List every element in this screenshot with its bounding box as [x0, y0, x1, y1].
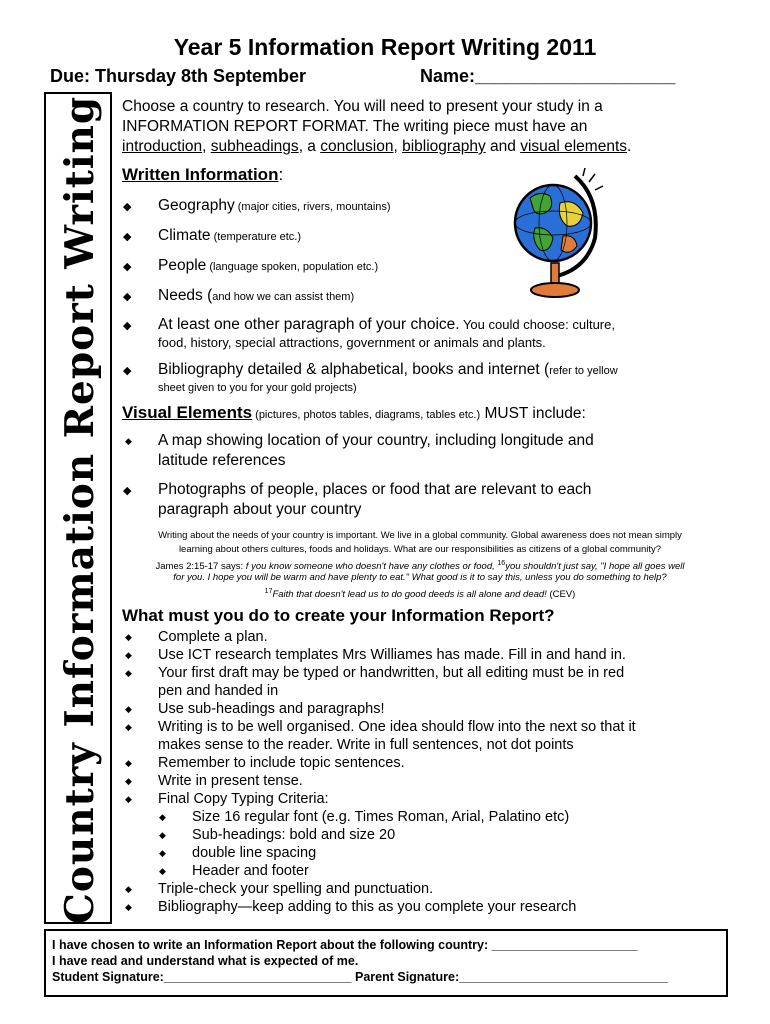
term-conclusion: conclusion — [320, 138, 394, 155]
diamond-bullet-icon: ◆ — [123, 320, 132, 332]
diamond-bullet-icon: ◆ — [125, 436, 132, 446]
intro-line-1: Choose a country to research. You will need to present your study in a — [122, 98, 603, 115]
create-item: Triple-check your spelling and punctuation. — [158, 881, 434, 897]
create-item: Use ICT research templates Mrs Williames has made. Fill in and hand in. — [158, 647, 626, 663]
visual-item: Photographs of people, places or food that are relevant to each — [158, 481, 592, 498]
criteria-item: double line spacing — [192, 845, 317, 861]
written-item-cont: food, history, special attractions, government or animals and plants. — [158, 335, 546, 350]
visual-item-cont: paragraph about your country — [158, 501, 362, 518]
sep: and — [485, 138, 521, 155]
sep: . — [627, 138, 632, 155]
note-line: James 2:15-17 says: f you know someone who doesn't have any clothes or food, $^{16}$you shouldn't just say, "I hope all goes well — [155, 560, 685, 573]
diamond-bullet-icon: ◆ — [123, 365, 132, 377]
term-bibliography: bibliography — [402, 138, 486, 155]
section-heading-create: What must you do to create your Information Report? — [122, 606, 555, 625]
written-item: Needs (and how we can assist them) — [158, 287, 355, 304]
diamond-bullet-icon: ◆ — [125, 650, 132, 660]
visual-item-cont: latitude references — [158, 452, 286, 469]
diamond-bullet-icon: ◆ — [123, 261, 132, 273]
criteria-item: Sub-headings: bold and size 20 — [192, 827, 396, 843]
written-item-cont: sheet given to you for your gold projects) — [158, 382, 357, 394]
create-item-cont: makes sense to the reader. Write in full sentences, not dot points — [158, 737, 574, 753]
create-item-cont: pen and handed in — [158, 683, 279, 699]
diamond-bullet-icon: ◆ — [159, 866, 166, 876]
name-field: Name:____________________ — [420, 66, 676, 86]
visual-item: A map showing location of your country, including longitude and — [158, 432, 594, 449]
create-item: Writing is to be well organised. One idea should flow into the next so that it — [158, 719, 636, 735]
signature-box — [44, 929, 728, 997]
term-visual-elements: visual elements — [520, 138, 628, 155]
criteria-item: Header and footer — [192, 863, 309, 879]
written-item: Geography (major cities, rivers, mountains) — [158, 197, 391, 214]
create-item: Your first draft may be typed or handwritten, but all editing must be in red — [158, 665, 625, 681]
create-item: Final Copy Typing Criteria: — [158, 791, 329, 807]
sep: , a — [298, 138, 321, 155]
diamond-bullet-icon: ◆ — [125, 668, 132, 678]
diamond-bullet-icon: ◆ — [125, 884, 132, 894]
written-item: Bibliography detailed & alphabetical, books and internet (refer to yellow — [158, 361, 618, 378]
note-line: Writing about the needs of your country is important. We live in a global community. Global awareness does not mean simply — [158, 530, 682, 541]
diamond-bullet-icon: ◆ — [123, 485, 132, 497]
written-item: Climate (temperature etc.) — [158, 227, 302, 244]
written-item: People (language spoken, population etc.) — [158, 257, 379, 274]
section-heading-visual: Visual Elements (pictures, photos tables, diagrams, tables etc.) MUST include: — [122, 403, 586, 422]
create-item: Write in present tense. — [158, 773, 303, 789]
diamond-bullet-icon: ◆ — [159, 848, 166, 858]
note-line: $^{17}$Faith that doesn't lead us to do good deeds is all alone and dead! (CEV) — [264, 588, 576, 601]
diamond-bullet-icon: ◆ — [125, 758, 132, 768]
sep: , — [393, 138, 403, 155]
create-item: Remember to include topic sentences. — [158, 755, 405, 771]
understand-line: I have read and understand what is expected of me. — [52, 954, 359, 968]
due-date: Due: Thursday 8th September — [50, 66, 307, 86]
sidebar-box — [44, 92, 112, 924]
create-item: Bibliography—keep adding to this as you complete your research — [158, 899, 577, 915]
diamond-bullet-icon: ◆ — [159, 812, 166, 822]
globe-icon — [505, 168, 605, 303]
section-heading-written: Written Information: — [122, 165, 284, 184]
term-introduction: introduction — [122, 138, 203, 155]
diamond-bullet-icon: ◆ — [125, 722, 132, 732]
sidebar-title: Country Information Report Writing — [57, 95, 103, 925]
sep: , — [202, 138, 211, 155]
country-choice-line: I have chosen to write an Information Report about the following country: _____________________ — [52, 938, 638, 952]
note-line: for you. I hope you will be warm and have plenty to eat." What good is it to say this, unless you do something to help? — [173, 572, 667, 583]
diamond-bullet-icon: ◆ — [123, 291, 132, 303]
page-title: Year 5 Information Report Writing 2011 — [173, 34, 597, 60]
intro-line-2: INFORMATION REPORT FORMAT. The writing piece must have an — [122, 118, 588, 135]
signature-line: Student Signature:___________________________ Parent Signature:______________________________ — [52, 970, 668, 984]
diamond-bullet-icon: ◆ — [123, 231, 132, 243]
criteria-item: Size 16 regular font (e.g. Times Roman, Arial, Palatino etc) — [192, 809, 570, 825]
create-item: Use sub-headings and paragraphs! — [158, 701, 385, 717]
diamond-bullet-icon: ◆ — [125, 902, 132, 912]
term-subheadings: subheadings — [210, 138, 299, 155]
diamond-bullet-icon: ◆ — [123, 201, 132, 213]
intro-line-3 — [122, 137, 631, 157]
diamond-bullet-icon: ◆ — [125, 794, 132, 804]
diamond-bullet-icon: ◆ — [125, 704, 132, 714]
create-item: Complete a plan. — [158, 629, 268, 645]
diamond-bullet-icon: ◆ — [125, 776, 132, 786]
written-item: At least one other paragraph of your choice. You could choose: culture, — [158, 316, 615, 333]
diamond-bullet-icon: ◆ — [159, 830, 166, 840]
diamond-bullet-icon: ◆ — [125, 632, 132, 642]
note-line: learning about others cultures, foods and holidays. What are our responsibilities as citizens of a global community? — [178, 544, 662, 555]
